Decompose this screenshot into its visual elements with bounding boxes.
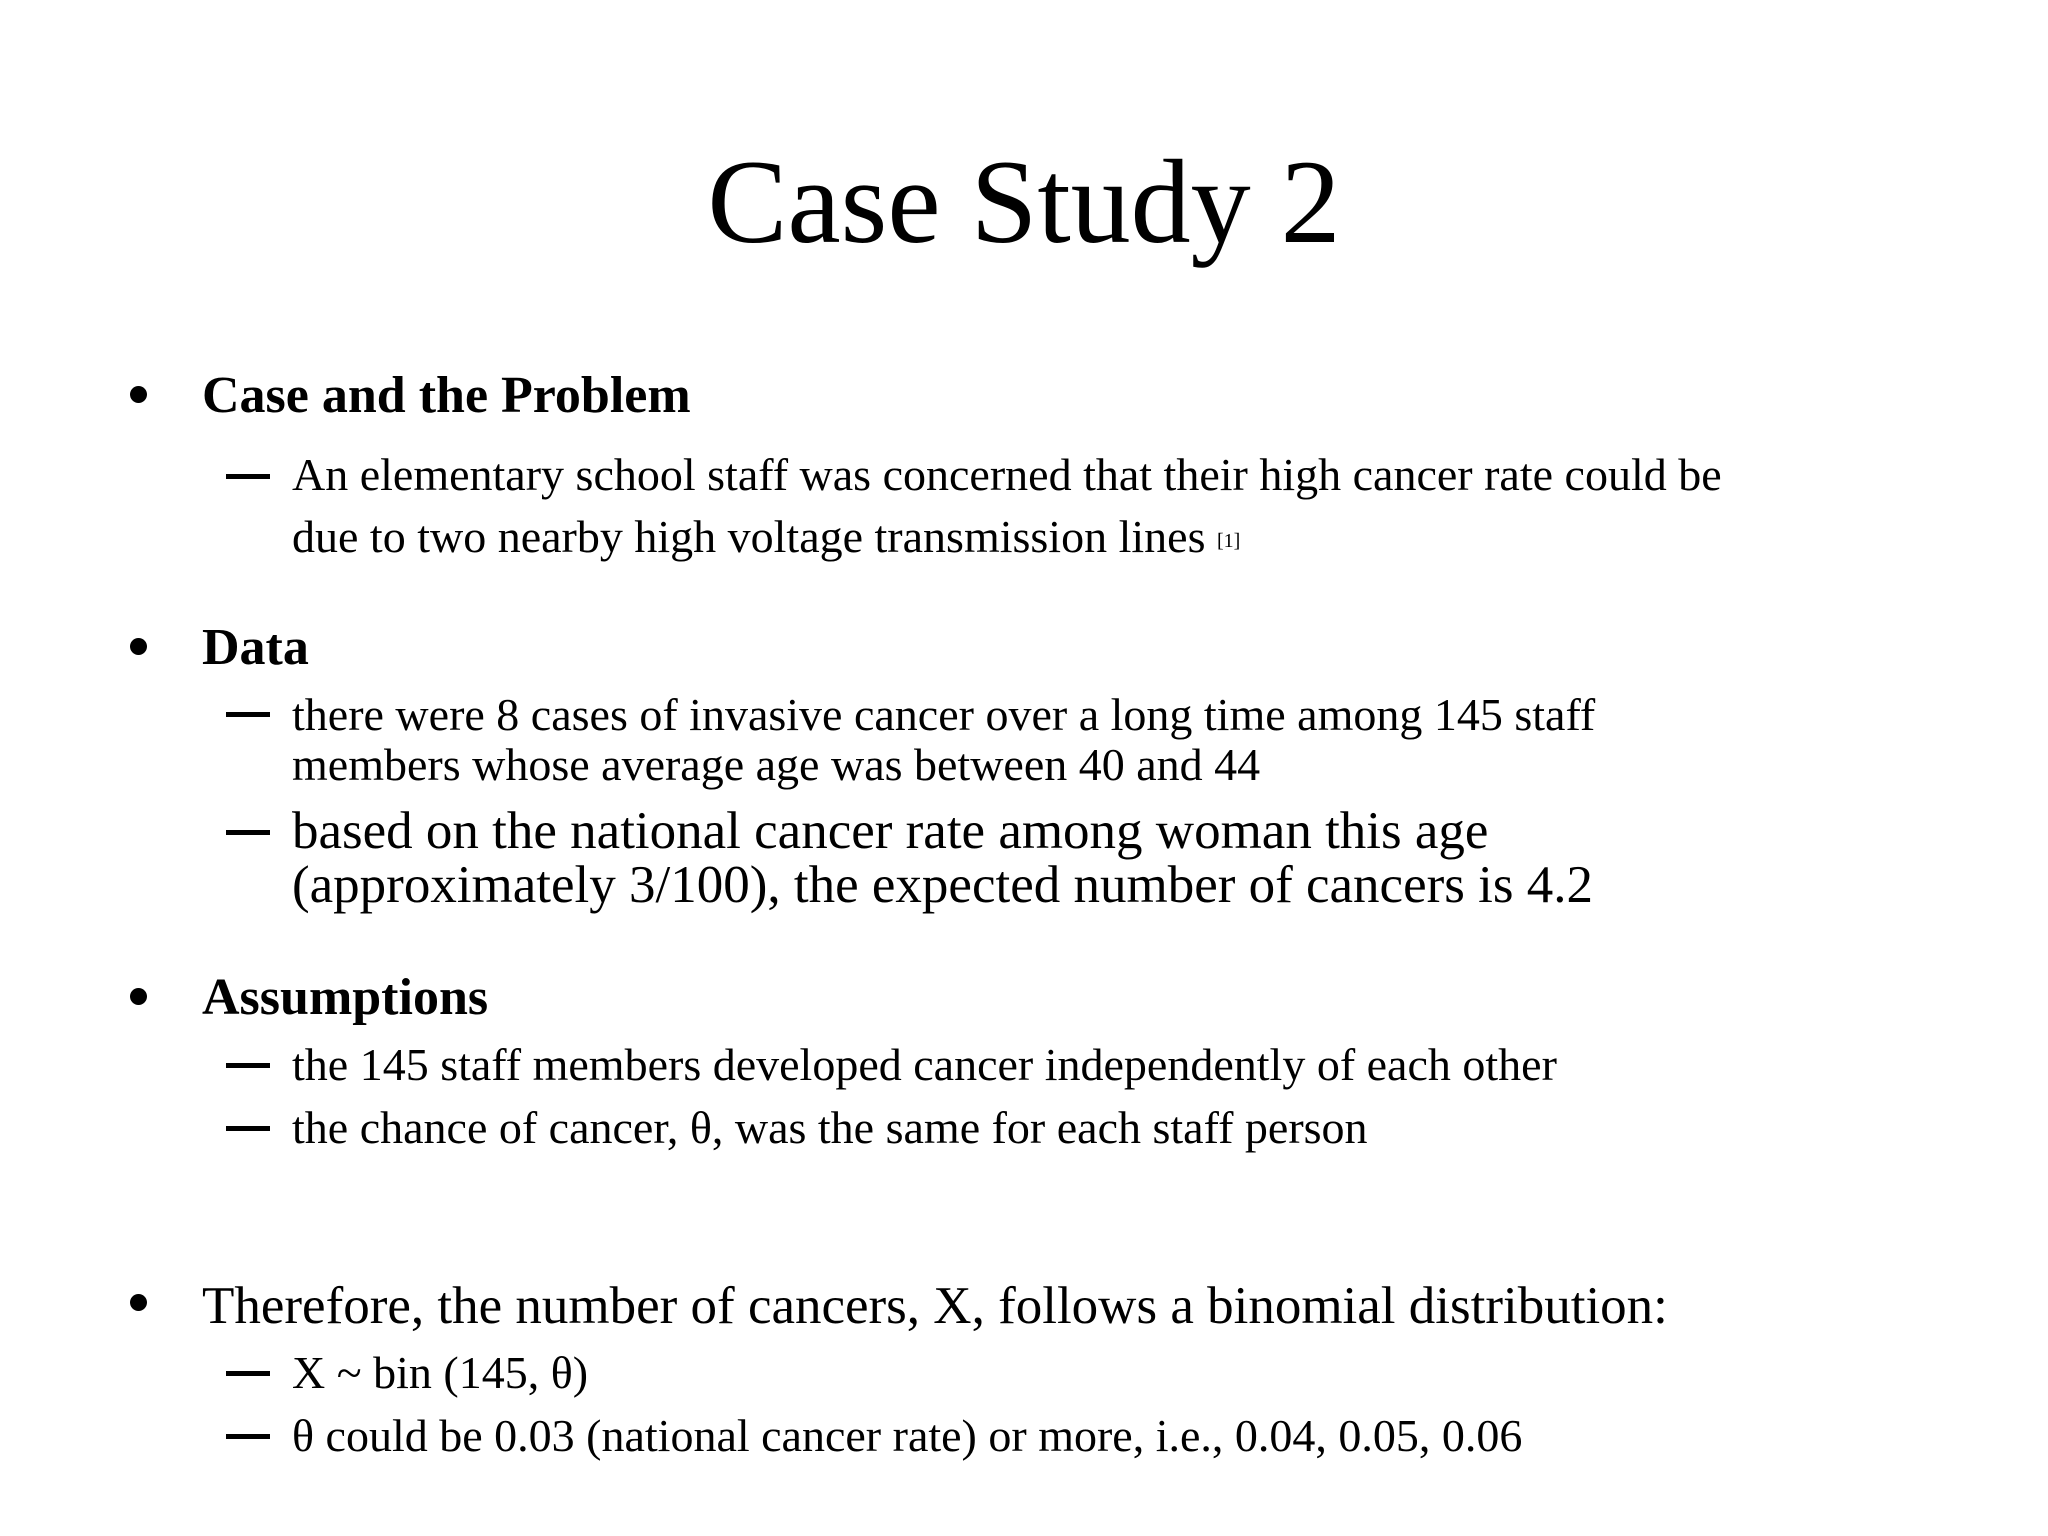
dash-icon <box>226 1371 270 1376</box>
bullet-text-line <box>292 510 1240 564</box>
bullet-text-line: based on the national cancer rate among woman this age <box>292 802 1489 860</box>
reference-marker: [1] <box>1216 530 1241 552</box>
section-heading: Case and the Problem <box>202 367 691 424</box>
section-heading: Data <box>202 619 309 676</box>
section-heading: Therefore, the number of cancers, X, follows a binomial distribution: <box>202 1277 1668 1335</box>
bullet-icon <box>130 988 147 1005</box>
bullet-icon <box>130 1294 147 1311</box>
bullet-text-line: members whose average age was between 40 and 44 <box>292 739 1261 790</box>
dash-icon <box>226 1063 270 1068</box>
dash-icon <box>226 830 270 835</box>
bullet-text-line: θ could be 0.03 (national cancer rate) or more, i.e., 0.04, 0.05, 0.06 <box>292 1410 1523 1461</box>
bullet-text-line: there were 8 cases of invasive cancer over a long time among 145 staff <box>292 689 1596 740</box>
bullet-icon <box>130 386 147 403</box>
dash-icon <box>226 1126 270 1131</box>
bullet-icon <box>130 638 147 655</box>
slide-title: Case Study 2 <box>707 135 1341 268</box>
bullet-text-line: (approximately 3/100), the expected number of cancers is 4.2 <box>292 856 1593 914</box>
section-heading: Assumptions <box>202 969 489 1026</box>
bullet-text-line: An elementary school staff was concerned that their high cancer rate could be <box>292 449 1722 500</box>
bullet-text-line: the chance of cancer, θ, was the same for each staff person <box>292 1102 1368 1153</box>
bullet-text: due to two nearby high voltage transmission lines <box>292 511 1206 562</box>
dash-icon <box>226 1434 270 1439</box>
bullet-text-line: X ~ bin (145, θ) <box>292 1347 589 1398</box>
bullet-text-line: the 145 staff members developed cancer independently of each other <box>292 1039 1557 1090</box>
dash-icon <box>226 712 270 717</box>
dash-icon <box>226 474 270 479</box>
